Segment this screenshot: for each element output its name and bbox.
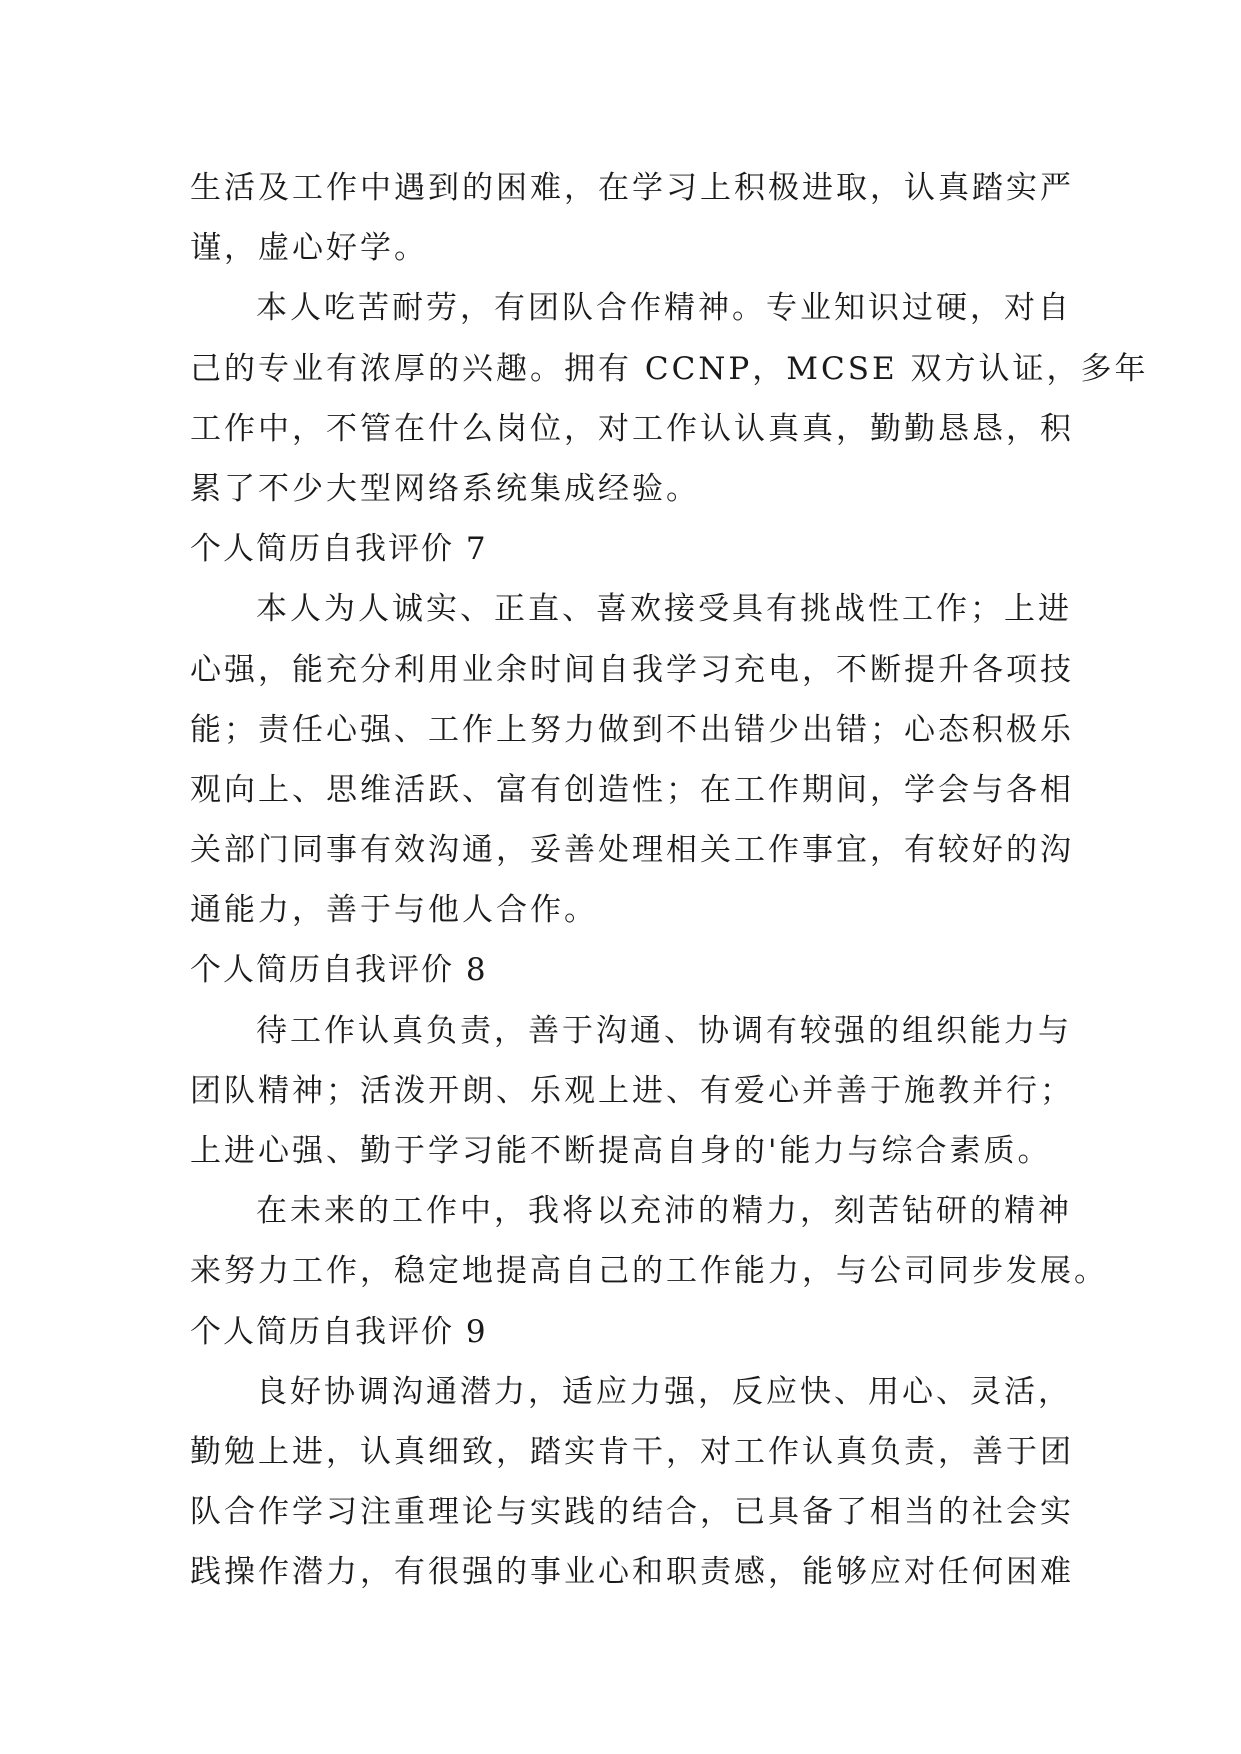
paragraph-line: 观向上、思维活跃、富有创造性；在工作期间，学会与各相	[190, 771, 1074, 808]
section-heading: 个人简历自我评价 9	[190, 1313, 488, 1350]
paragraph-line: 践操作潜力，有很强的事业心和职责感，能够应对任何困难	[190, 1554, 1074, 1591]
paragraph-line: 待工作认真负责，善于沟通、协调有较强的组织能力与	[256, 1012, 1072, 1049]
paragraph-line: 勤勉上进，认真细致，踏实肯干，对工作认真负责，善于团	[190, 1433, 1074, 1470]
paragraph-line: 心强，能充分利用业余时间自我学习充电，不断提升各项技	[190, 651, 1074, 688]
paragraph-line: 队合作学习注重理论与实践的结合，已具备了相当的社会实	[190, 1494, 1074, 1531]
paragraph-line: 良好协调沟通潜力，适应力强，反应快、用心、灵活，	[256, 1373, 1072, 1410]
paragraph-line: 能；责任心强、工作上努力做到不出错少出错；心态积极乐	[190, 711, 1074, 748]
paragraph-line: 工作中，不管在什么岗位，对工作认认真真，勤勤恳恳，积	[190, 410, 1074, 447]
paragraph-line: 本人吃苦耐劳，有团队合作精神。专业知识过硬，对自	[256, 290, 1072, 327]
paragraph-line: 己的专业有浓厚的兴趣。拥有 CCNP，MCSE 双方认证，多年	[190, 350, 1149, 387]
paragraph-line: 谨，虚心好学。	[190, 230, 428, 267]
paragraph-line: 生活及工作中遇到的困难，在学习上积极进取，认真踏实严	[190, 170, 1074, 206]
section-heading: 个人简历自我评价 8	[190, 952, 488, 989]
document-body	[190, 158, 1149, 1603]
section-heading: 个人简历自我评价 7	[190, 531, 488, 568]
paragraph-line: 来努力工作，稳定地提高自己的工作能力，与公司同步发展。	[190, 1253, 1108, 1290]
paragraph-line: 关部门同事有效沟通，妥善处理相关工作事宜，有较好的沟	[190, 832, 1074, 869]
paragraph-line: 在未来的工作中，我将以充沛的精力，刻苦钻研的精神	[256, 1193, 1072, 1230]
paragraph-line: 通能力，善于与他人合作。	[190, 892, 598, 929]
paragraph-line: 团队精神；活泼开朗、乐观上进、有爱心并善于施教并行；	[190, 1072, 1074, 1109]
paragraph-line: 本人为人诚实、正直、喜欢接受具有挑战性工作；上进	[256, 591, 1072, 628]
paragraph-line: 累了不少大型网络系统集成经验。	[190, 470, 700, 507]
paragraph-line: 上进心强、勤于学习能不断提高自身的'能力与综合素质。	[190, 1133, 1052, 1169]
